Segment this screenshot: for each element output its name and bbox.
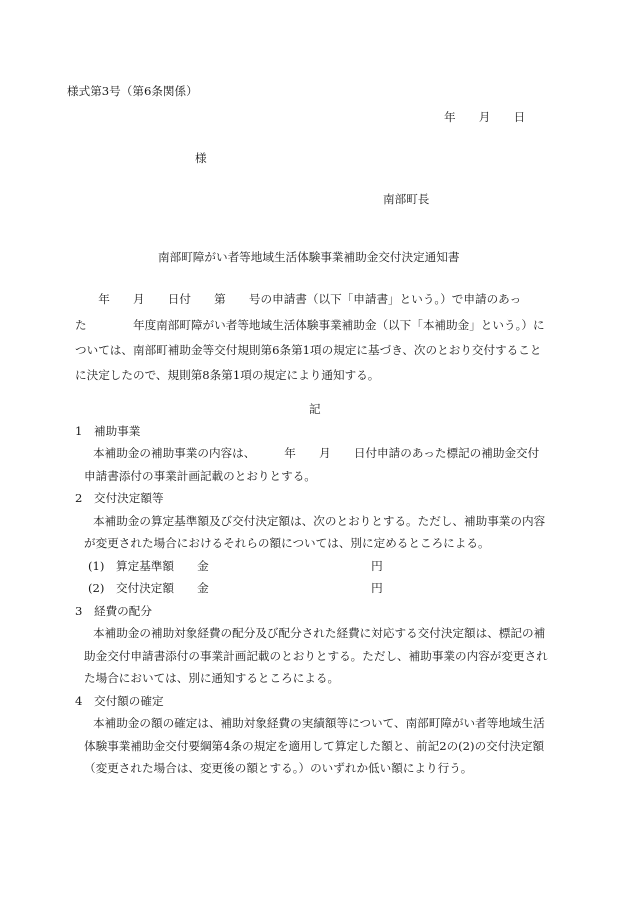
section-heading: 1 補助事業	[75, 424, 141, 438]
ki-marker: 記	[309, 402, 321, 416]
intro-line: ついては、南部町補助金等交付規則第6条第1項の規定に基づき、次のとおり交付すること	[75, 343, 542, 357]
intro-line: た 年度南部町障がい者等地域生活体験事業補助金（以下「本補助金」という。）に	[75, 318, 545, 332]
section-line: 助金交付申請書添付の事業計画記載のとおりとする。ただし、補助事業の内容が変更され	[84, 649, 548, 663]
section-line: （変更された場合は、変更後の額とする。）のいずれか低い額により行う。	[84, 761, 473, 775]
section-line: 本補助金の補助対象経費の配分及び配分された経費に対応する交付決定額は、標記の補	[93, 626, 546, 640]
section-heading: 3 経費の配分	[75, 604, 152, 618]
section-heading: 4 交付額の確定	[75, 694, 164, 708]
section-line: 本補助金の算定基準額及び交付決定額は、次のとおりとする。ただし、補助事業の内容	[93, 514, 546, 528]
date-line: 年 月 日	[444, 110, 526, 124]
issuer: 南部町長	[383, 192, 430, 206]
amount-item: (1) 算定基準額 金 円	[88, 559, 383, 573]
section-heading: 2 交付決定額等	[75, 491, 164, 505]
section-line: た場合においては、別に通知するところによる。	[84, 671, 340, 685]
section-line: 申請書添付の事業計画記載のとおりとする。	[84, 469, 316, 483]
amount-item: (2) 交付決定額 金 円	[88, 581, 383, 595]
form-number: 様式第3号（第6条関係）	[67, 84, 198, 98]
document-title: 南部町障がい者等地域生活体験事業補助金交付決定通知書	[158, 250, 460, 264]
section-line: 本補助金の補助事業の内容は、 年 月 日付申請のあった標記の補助金交付	[93, 446, 540, 460]
section-line: 本補助金の額の確定は、補助対象経費の実績額等について、南部町障がい者等地域生活	[93, 716, 545, 730]
section-line: が変更された場合におけるそれらの額については、別に定めるところによる。	[84, 536, 490, 550]
section-line: 体験事業補助金交付要綱第4条の規定を適用して算定した額と、前記2の(2)の交付決定額	[84, 739, 545, 753]
intro-line: に決定したので、規則第8条第1項の規定により通知する。	[75, 368, 380, 382]
intro-line: 年 月 日付 第 号の申請書（以下「申請書」という。）で申請のあっ	[75, 292, 522, 306]
addressee: 様	[195, 151, 207, 165]
